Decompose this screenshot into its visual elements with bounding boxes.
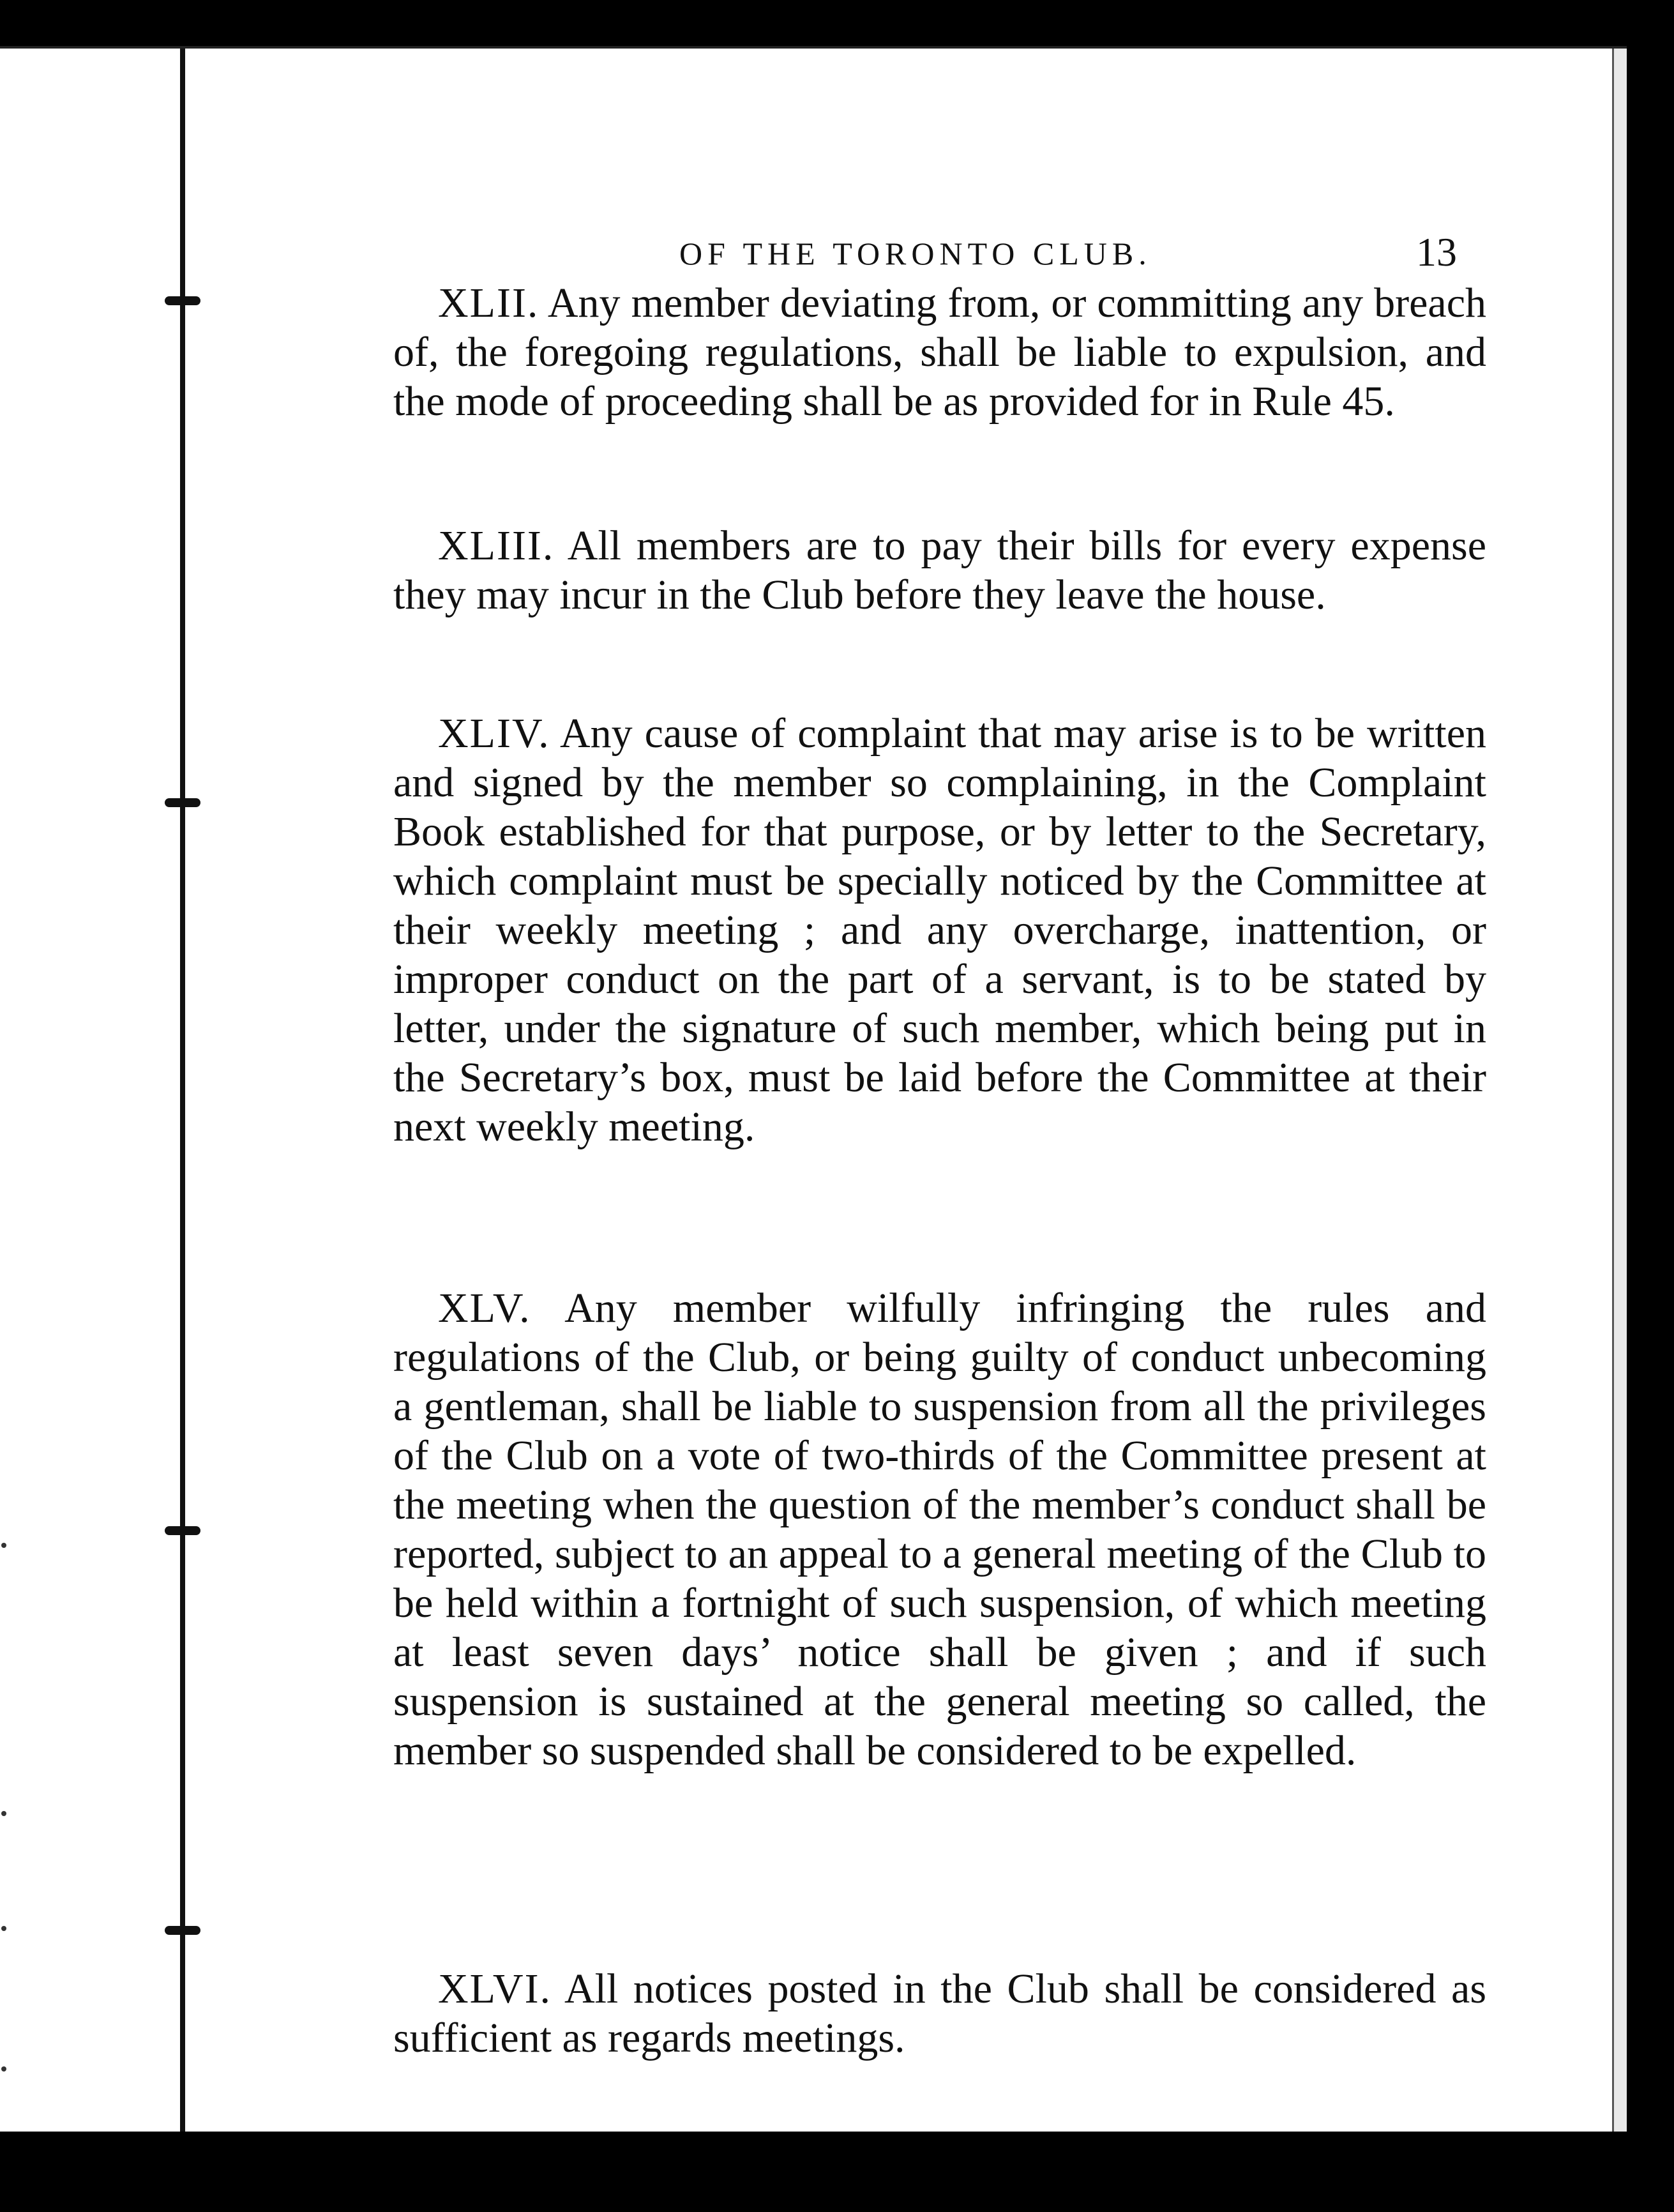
margin-speck xyxy=(1,1543,6,1548)
rule-number: XLII. xyxy=(438,280,539,326)
rule-number: XLV. xyxy=(438,1285,531,1331)
binding-gutter-line xyxy=(180,49,185,2132)
page-fore-edge xyxy=(1612,49,1627,2132)
rule-text: Any cause of complaint that may arise is to be written and signed by the member so complaining, in the Complaint Book established for that purpose, or by letter to the Secretary, which complaint must be specially noticed by the Committee at their weekly meeting ; and any overcharge, inattention, or improper conduct on the part of a servant, is to be stated by letter, under the signature of such member, which being put in the Secretary’s box, must be laid before the Committee at their next weekly meeting. xyxy=(393,710,1486,1150)
rule-number: XLIV. xyxy=(438,710,550,757)
rule-text: Any member deviating from, or committing any breach of, the foregoing regulations, shall be liable to expulsion, and the mode of proceeding shall be as provided for in Rule 45. xyxy=(393,280,1486,425)
rule-paragraph xyxy=(393,278,1486,426)
binding-stitch xyxy=(165,1926,200,1935)
page-number: 13 xyxy=(1416,229,1457,275)
rule-number: XLIII. xyxy=(438,522,555,569)
margin-speck xyxy=(1,1926,6,1931)
rule-text: All notices posted in the Club shall be considered as sufficient as regards meetings. xyxy=(393,1966,1487,2061)
binding-stitch xyxy=(165,296,200,305)
rule-paragraph xyxy=(393,709,1486,1151)
running-header: OF THE TORONTO CLUB. xyxy=(679,236,1152,271)
margin-speck xyxy=(1,1811,6,1816)
rule-number: XLVI. xyxy=(438,1966,552,2012)
margin-speck xyxy=(1,2066,6,2072)
rule-paragraph xyxy=(393,521,1486,619)
rule-text: Any member wilfully infringing the rules and regulations of the Club, or being guilty of conduct unbecoming a gentleman, shall be liable to suspension from all the privileges of the Club on a vote of two-thirds of the Committee present at the meeting when the question of the member’s conduct shall be reported, subject to an appeal to a general meeting of the Club to be held within a fortnight of such suspension, of which meeting at least seven days’ notice shall be given ; and if such suspension is sustained at the general meeting so called, the member so suspended shall be considered to be expelled. xyxy=(393,1285,1486,1774)
binding-stitch xyxy=(165,1526,200,1535)
rule-text: All members are to pay their bills for every expense they may incur in the Club before they leave the house. xyxy=(393,522,1486,618)
scanned-page xyxy=(0,46,1627,2132)
rule-paragraph xyxy=(393,1964,1486,2063)
rule-paragraph xyxy=(393,1284,1486,1775)
binding-stitch xyxy=(165,798,200,807)
